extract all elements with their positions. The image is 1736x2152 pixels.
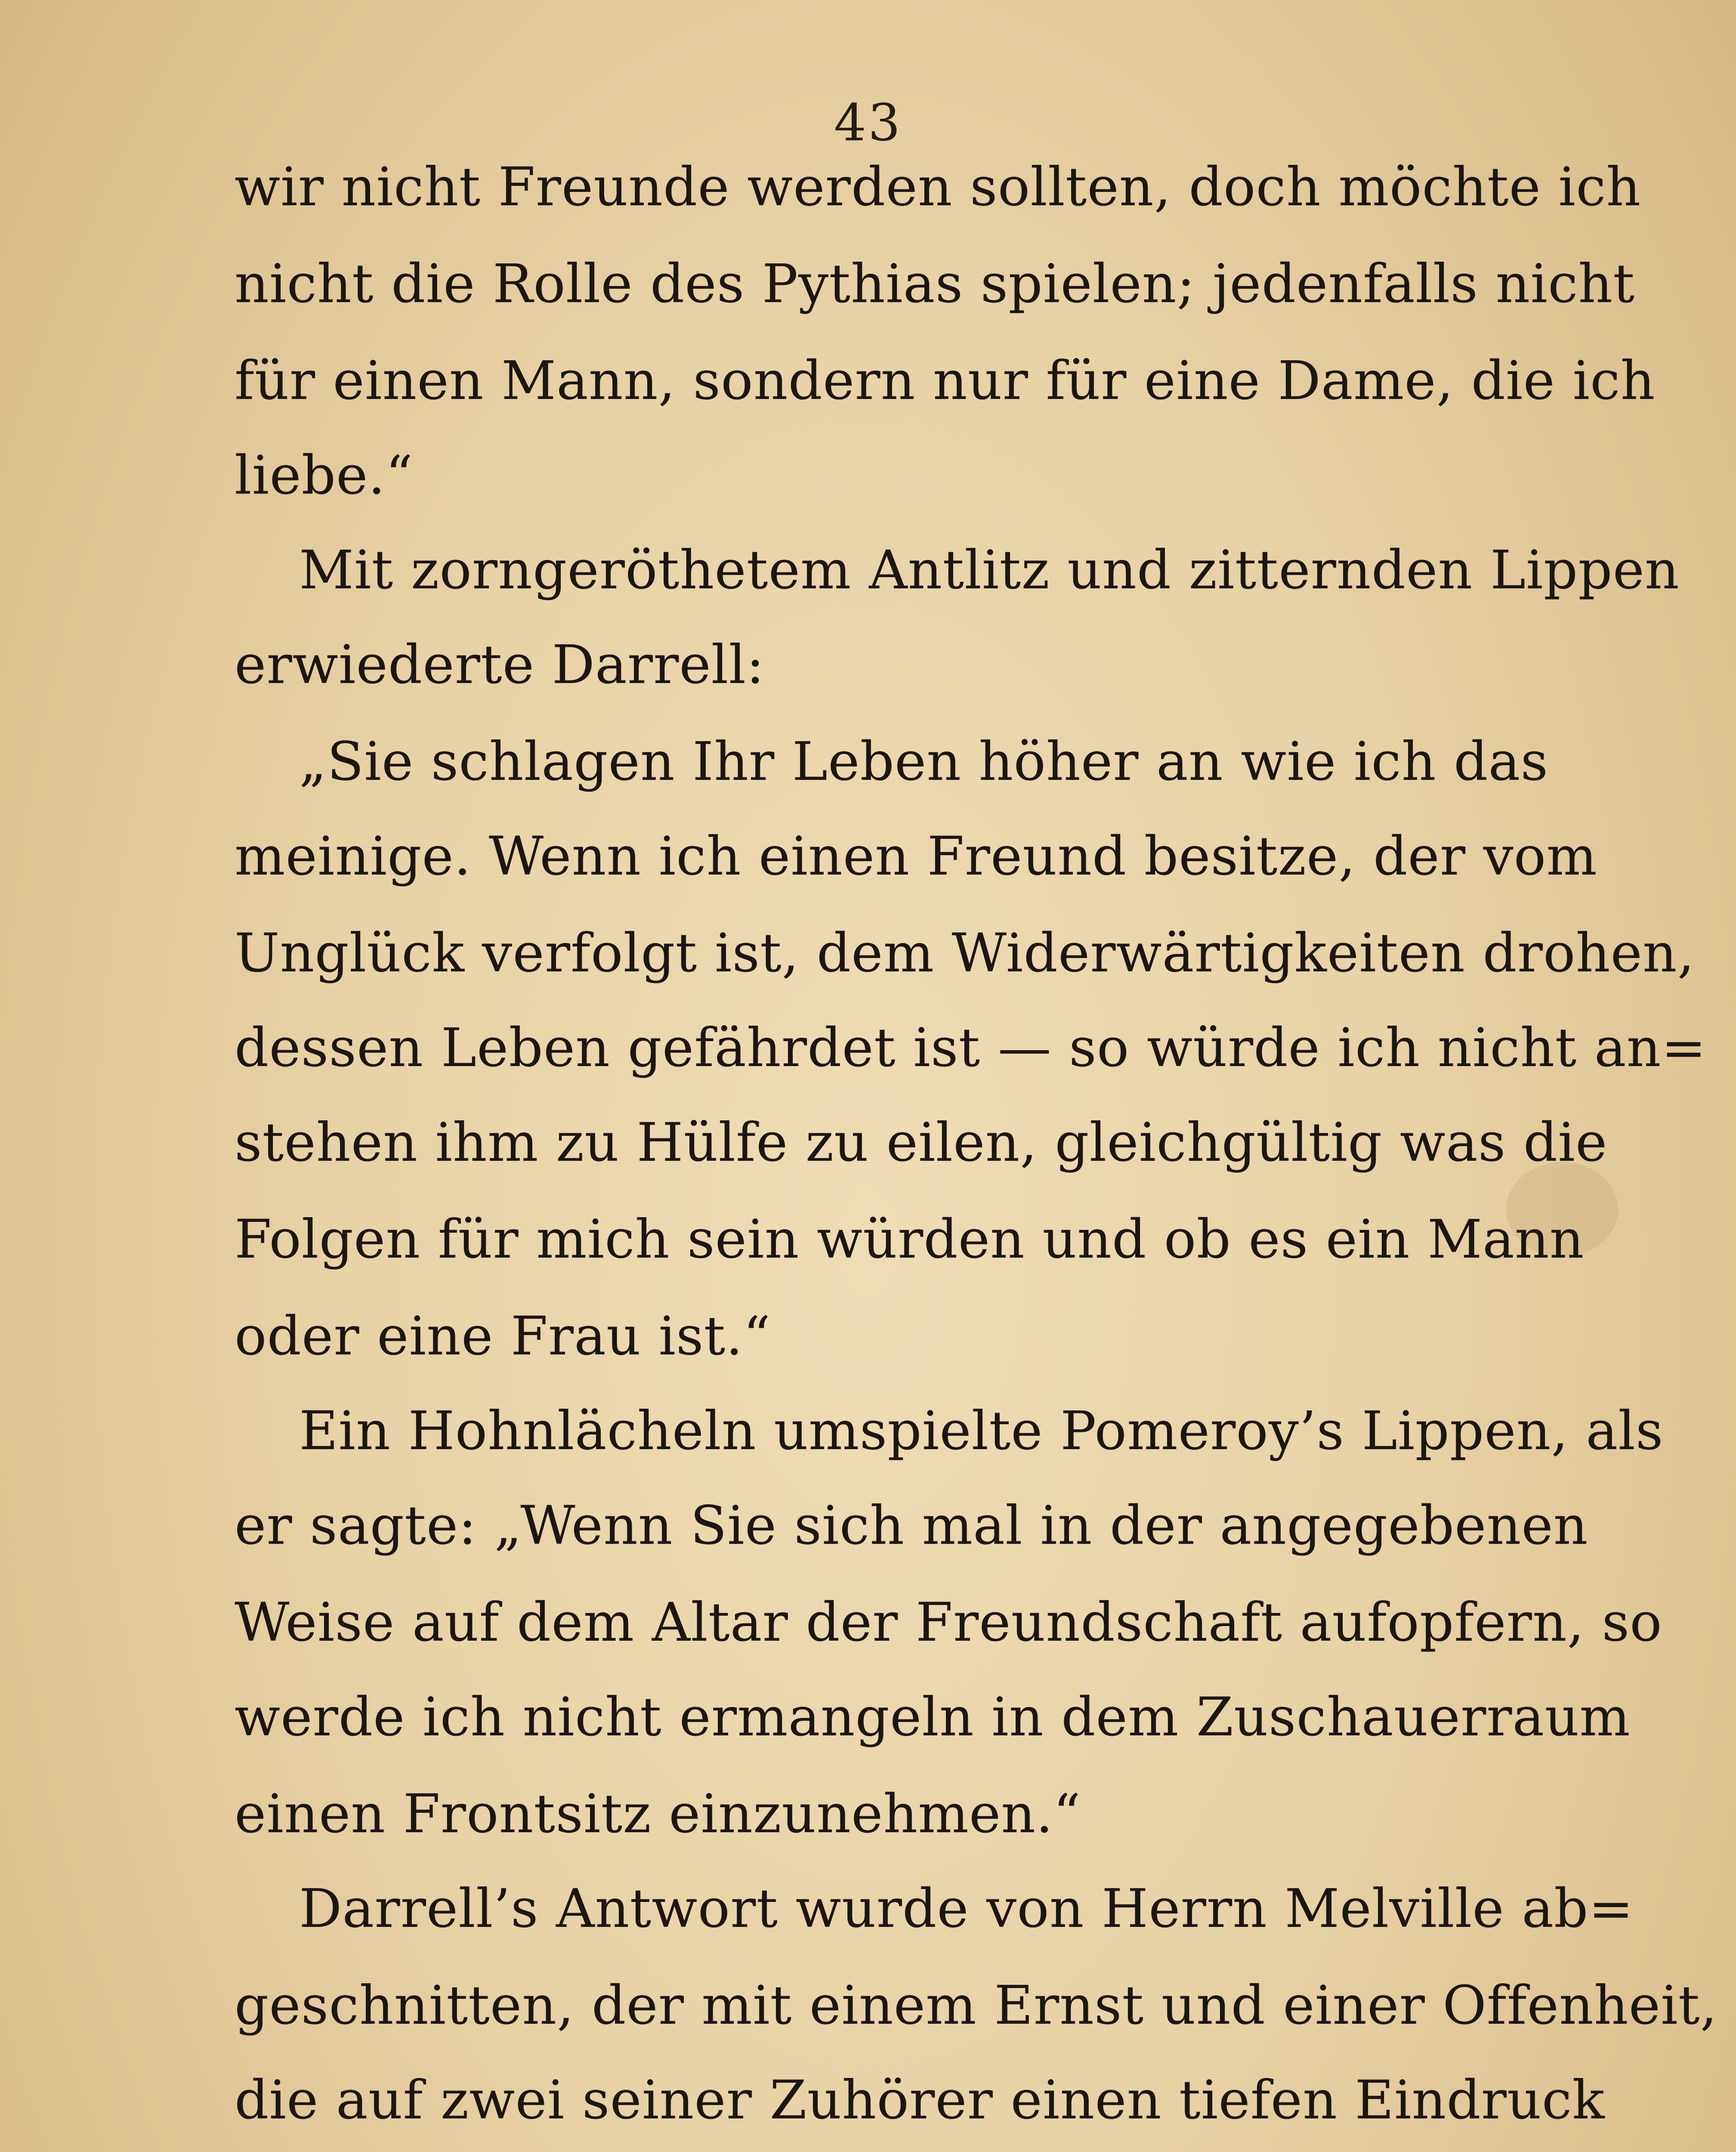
text-line: Weise auf dem Altar der Freundschaft aufopfern, so xyxy=(235,1592,1662,1654)
text-line: Folgen für mich sein würden und ob es ein Mann xyxy=(235,1209,1585,1271)
text-line: Unglück verfolgt ist, dem Widerwärtigkeiten drohen, xyxy=(235,922,1695,984)
text-line: wir nicht Freunde werden sollten, doch möchte ich xyxy=(235,156,1641,218)
text-line: liebe.“ xyxy=(235,445,414,507)
text-line: einen Frontsitz einzunehmen.“ xyxy=(235,1783,1081,1845)
text-line: die auf zwei seiner Zuhörer einen tiefen Eindruck xyxy=(235,2069,1605,2131)
text-line: meinige. Wenn ich einen Freund besitze, der vom xyxy=(235,826,1597,887)
text-line: dessen Leben gefährdet ist — so würde ich nicht an= xyxy=(235,1017,1707,1079)
text-line: erwiederte Darrell: xyxy=(235,634,765,696)
text-line: werde ich nicht ermangeln in dem Zuschauerraum xyxy=(235,1686,1631,1748)
text-line: geschnitten, der mit einem Ernst und einer Offenheit, xyxy=(235,1975,1718,2037)
page-number: 43 xyxy=(834,93,902,152)
text-line: stehen ihm zu Hülfe zu eilen, gleichgültig was die xyxy=(235,1112,1608,1174)
text-line: Mit zorngeröthetem Antlitz und zitternden Lippen xyxy=(299,539,1680,601)
text-line: Darrell’s Antwort wurde von Herrn Melville ab= xyxy=(299,1878,1634,1940)
text-line: oder eine Frau ist.“ xyxy=(235,1305,771,1367)
text-line: für einen Mann, sondern nur für eine Dame, die ich xyxy=(235,350,1656,412)
text-line: nicht die Rolle des Pythias spielen; jedenfalls nicht xyxy=(235,253,1635,315)
text-line: Ein Hohnlächeln umspielte Pomeroy’s Lippen, als xyxy=(299,1400,1664,1462)
text-line: er sagte: „Wenn Sie sich mal in der angegebenen xyxy=(235,1495,1588,1557)
text-line: „Sie schlagen Ihr Leben höher an wie ich das xyxy=(299,731,1549,793)
